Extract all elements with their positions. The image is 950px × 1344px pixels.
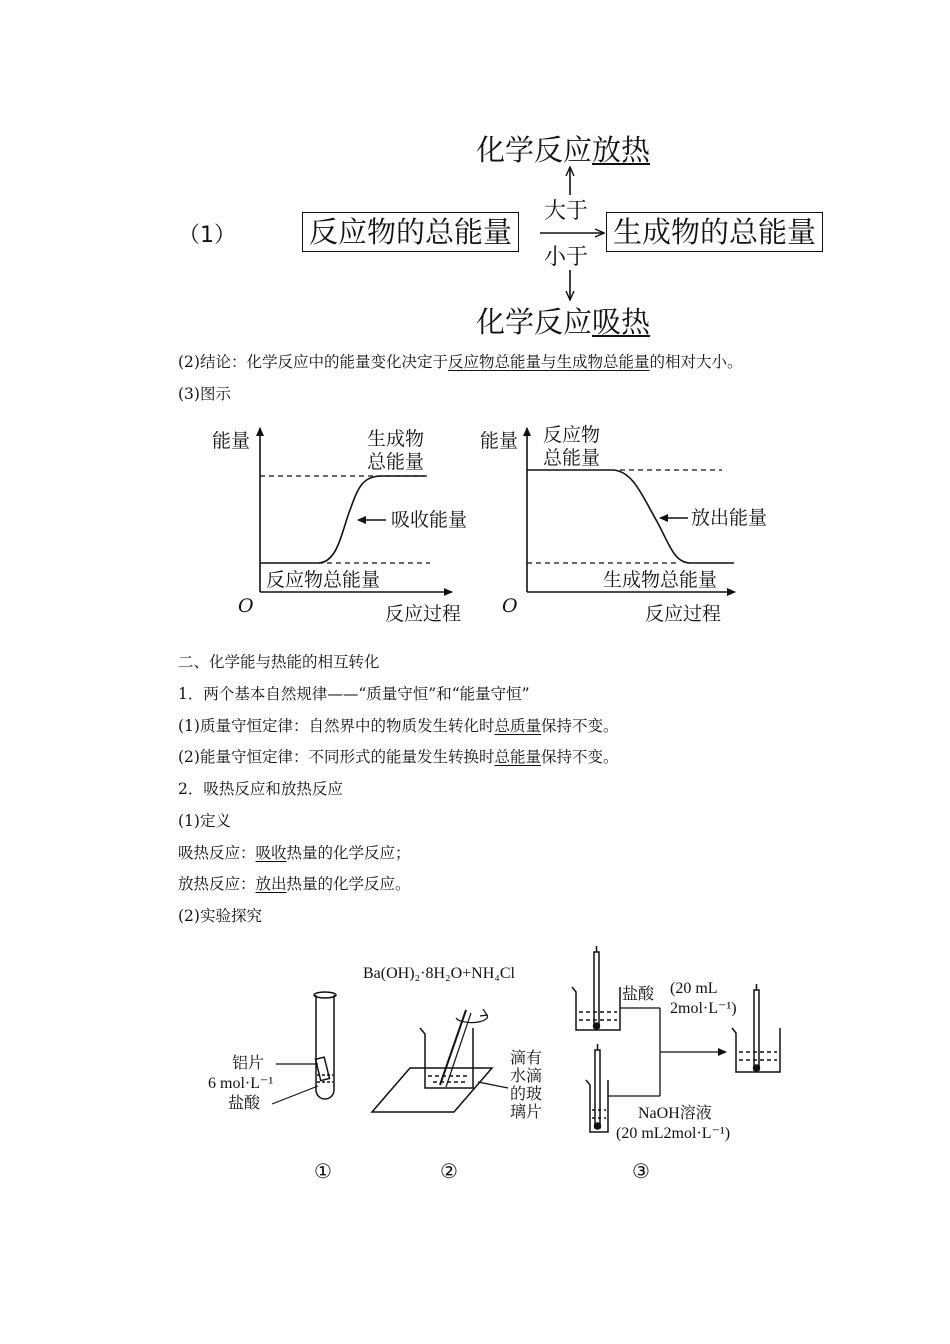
endothermic-definition: 吸热反应：吸收热量的化学反应；: [178, 844, 411, 862]
glass-plate-label-4: 璃片: [510, 1104, 543, 1121]
beaker-on-glass-plate-icon: [372, 1009, 508, 1112]
exothermic-heading: 化学反应放热: [476, 133, 651, 167]
glass-plate-label-1: 滴有: [510, 1050, 543, 1067]
definition-heading: (1)定义: [178, 812, 231, 830]
acid-amount-line-2: 2mol·L⁻¹): [670, 1000, 737, 1017]
glass-plate-label-2: 水滴: [510, 1068, 543, 1085]
right-y-axis-label: 能量: [480, 430, 519, 452]
reactants-formula: Ba(OH)₂·8H₂O+NH₄Cl: [363, 965, 515, 982]
concentration-label: 6 mol·L⁻¹: [208, 1075, 274, 1092]
experiment-1-number: ①: [314, 1161, 332, 1183]
right-lower-label: 生成物总能量: [603, 569, 718, 591]
base-label: NaOH溶液: [638, 1105, 712, 1122]
mixed-beaker-icon: [732, 984, 780, 1072]
experiment-heading: (2)实验探究: [178, 907, 262, 925]
products-energy-box: 生成物的总能量: [606, 212, 823, 252]
connector-lines: [608, 1008, 726, 1096]
test-tube-icon: [272, 992, 336, 1104]
left-origin-label: O: [238, 595, 254, 617]
exothermic-keyword: 放热: [592, 133, 651, 167]
right-x-axis-label: 反应过程: [645, 603, 722, 625]
left-y-axis-label: 能量: [212, 430, 251, 452]
endothermic-keyword: 吸热: [592, 305, 651, 339]
figure-heading: (3)图示: [178, 385, 231, 403]
item-1-heading: 1．两个基本自然规律——“质量守恒”和“能量守恒”: [178, 685, 530, 703]
right-upper-label-2: 总能量: [543, 447, 601, 469]
experiment-2-number: ②: [440, 1161, 458, 1183]
glass-plate-label-3: 的玻: [510, 1086, 543, 1103]
left-upper-label-1: 生成物: [367, 428, 425, 450]
hydrochloric-acid-label: 盐酸: [228, 1095, 261, 1112]
aluminum-label: 铝片: [232, 1055, 265, 1072]
acid-amount-line-1: (20 mL: [670, 980, 718, 997]
left-x-axis-label: 反应过程: [385, 603, 462, 625]
greater-than-label: 大于: [544, 199, 589, 224]
left-upper-label-2: 总能量: [367, 451, 425, 473]
base-beaker-icon: [586, 1044, 608, 1132]
less-than-label: 小于: [544, 245, 589, 270]
right-arrow-label: 放出能量: [691, 507, 768, 529]
right-upper-label-1: 反应物: [543, 424, 601, 446]
item-2-heading: 2．吸热反应和放热反应: [178, 780, 343, 798]
energy-conservation-law: (2)能量守恒定律：不同形式的能量发生转换时总能量保持不变。: [178, 748, 619, 766]
experiment-3-number: ③: [632, 1161, 650, 1183]
left-arrow-label: 吸收能量: [391, 509, 468, 531]
acid-label: 盐酸: [622, 986, 655, 1003]
conclusion-line: (2)结论：化学反应中的能量变化决定于反应物总能量与生成物总能量的相对大小。: [178, 353, 743, 371]
right-origin-label: O: [502, 595, 518, 617]
section-title: 二、化学能与热能的相互转化: [178, 653, 380, 671]
exothermic-definition: 放热反应：放出热量的化学反应。: [178, 875, 411, 893]
conclusion-key: 反应物总能量与生成物总能量: [447, 353, 650, 371]
diagram-label: （1）: [178, 223, 236, 248]
acid-beaker-icon: [572, 946, 620, 1030]
base-amount-label: (20 mL2mol·L⁻¹): [616, 1125, 731, 1142]
endothermic-heading: 化学反应吸热: [476, 305, 651, 339]
mass-conservation-law: (1)质量守恒定律：自然界中的物质发生转化时总质量保持不变。: [178, 717, 619, 735]
left-lower-label: 反应物总能量: [266, 569, 381, 591]
reactants-energy-box: 反应物的总能量: [302, 212, 519, 252]
